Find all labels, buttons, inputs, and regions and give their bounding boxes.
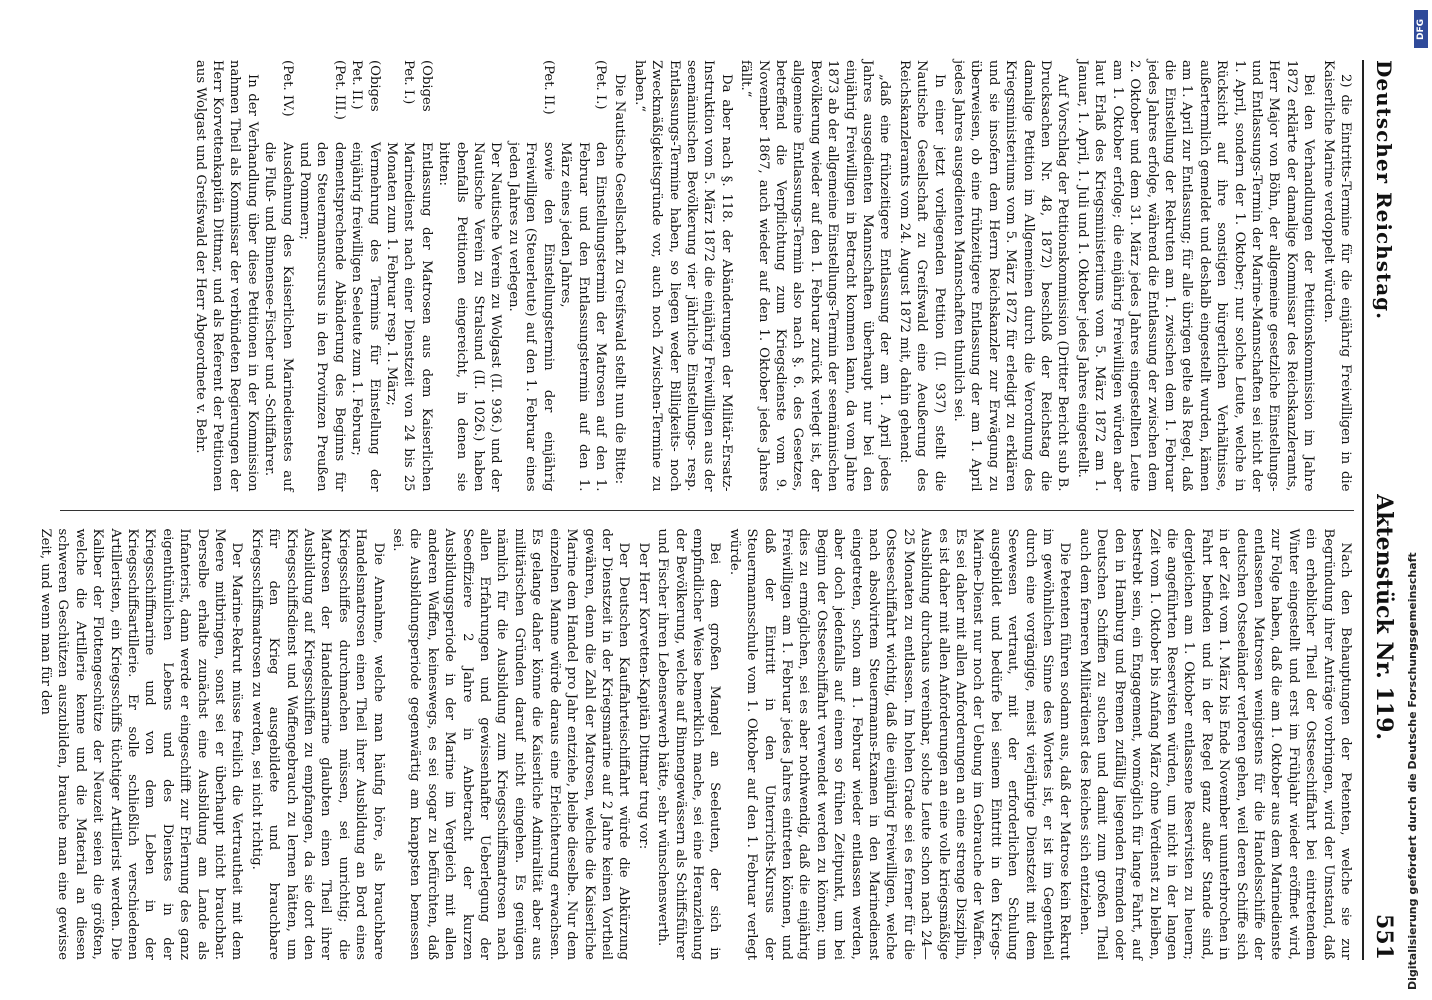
paragraph: Die Nautische Gesellschaft zu Greifswald stellt nun die Bitte:	[612, 74, 628, 485]
petition-text: den Einstellungstermin der Matrosen auf den 1. Februar und den Entlassungstermin auf den 1. März eines jeden Jahres,	[558, 142, 608, 492]
paragraph: Nach den Behauptungen der Petenten, welche sie zur Begründung ihrer Anträge vorbringen, wird der Umstand, daß ein erheblicher Theil der Ostseeschiffahrt bei eintretendem Winter eingestellt und erst im Frühjahr wieder eröffnet wird, zur Folge haben, daß die am 1. Oktober aus dem Marinedienste entlassenen Matrosen wenigstens für die Handelsschiffe der deutschen Ostseeländer verloren gehen, weil deren Schiffe sich in der Zeit vom 1. März bis Ende November ununterbrochen in Fahrt befinden und in der Regel ganz außer Stande sind, dergleichen am 1. Oktober entlassene Reservisten zu heuern; die angeführten Reservisten würden, um nicht in der langen Zeit vom 1. Oktober bis Anfang März ohne Verdienst zu bleiben, bestrebt sein, ein Engagement, womöglich für lange Fahrt, auf den in Hamburg und Bremen zufällig liegenden fremden oder Deutschen Schiffen zu suchen und damit zum großen Theil auch dem ferneren Militärdienst des Reiches sich entziehen.	[1076, 528, 1353, 960]
paragraph: In der Verhandlung über diese Petitionen in der Kommission nahmen Theil als Kommissar der verbündeten Regierungen der Herr Korvettenkapitän Dittmar, und als Referent der Petitionen aus Wolgast und Greifswald der Herr Abgeordnete v. Behr.	[192, 60, 260, 492]
petition-tag	[435, 60, 505, 134]
petition-text: Der Nautische Verein zu Wolgast (II. 936.) und der Nautische Verein zu Stralsund (II. 1026.) haben ebenfalls Petitionen eingereicht, in denen sie bitten:	[436, 142, 504, 492]
petition-item	[261, 60, 296, 492]
paragraph: Da aber nach §. 118. der Abänderungen der Militär-Ersatz-Instruktion vom 5. März 1872 die einjährig Freiwilligen aus der seemännischen Bevölkerung vier jährliche Einstellungs- resp. Entlassungs-Termine haben, so liegen weder Billigkeits- noch Zweckmäßigkeitsgründe vor, auch noch Zwischen-Termine zu haben.“	[631, 60, 734, 492]
paragraph: Auf Vorschlag der Petitionskommission (Dritter Bericht sub B. Drucksachen Nr. 48, 1872) beschloß der Reichstag die damalige Petition im Allgemeinen durch die Verordnung des Kriegsministeriums vom 5. März 1872 für erledigt zu erklären und sie insofern dem Herrn Reichskanzler zur Erwägung zu überweisen, ob eine frühzeitigere Entlassung der am 1. April jedes Jahres ausgedienten Mannschaften thunlich sei.	[951, 60, 1071, 492]
column-divider	[60, 510, 1354, 511]
petition-text: Entlassung der Matrosen aus dem Kaiserlichen Marinedienst nach einer Dienstzeit von 24 bis 25 Monaten zum 1. Februar resp. 1. März;	[384, 142, 434, 492]
petition-tag: (Obiges Pet. I.)	[401, 60, 434, 112]
petition-tag: (Pet. I.)	[592, 60, 608, 110]
petition-text: dementsprechende Abänderung des Beginns für den Steuermannscursus in den Provinzen Preußen und Pommern;	[297, 142, 347, 492]
document-number: Aktenstück Nr. 119.	[1371, 494, 1397, 741]
text-columns	[37, 60, 1354, 960]
paragraph: In einer jetzt vorliegenden Petition (II. 937) stellt die Nautische Gesellschaft zu Greifswald eine Aeußerung des Reichskanzleramts vom 24. August 1872 mit, dahin gehend:	[896, 60, 947, 492]
paragraph: Die Petenten führen sodann aus, daß der Matrose kein Rekrut im gewöhnlichen Sinne des Wortes ist, er ist im Gegentheil durch eine vorgängige, meist vierjährige Dienstzeit mit dem Seewesen vertraut, mit der erforderlichen Schulung ausgebildet und bedürfe bei seinem Eintritt in den Kriegs-Marine-Dienst nur noch der Uebung im Gebrauche der Waffen. Es sei daher mit allen Anforderungen an eine strenge Disziplin, es ist daher mit allen Anforderungen an eine volle kriegsmäßige Ausbildung durchaus vereinbar, solche Leute schon nach 24—25 Monaten zu entlassen. Im hohen Grade sei es ferner für die Ostseeschiffahrt wichtig, daß die einjährig Freiwilligen, welche nach absolvirtem Steuermanns-Examen in den Marinedienst eingetreten, schon am 1. Februar wieder entlassen werden, aber doch jedenfalls auf einem so frühen Zeitpunkt, um bei Beginn der Ostseeschiffahrt verwendet werden zu können; um dies zu ermöglichen, sei es aber nothwendig, daß die einjährig Freiwilligen am 1. Februar jedes Jahres eintreten können, und daß der Eintritt in den Unterrichts-Kursus der Steuermannsschule vom 1. Oktober auf den 1. Februar verlegt würde.	[726, 528, 1073, 960]
right-column	[37, 528, 1354, 961]
paragraph: „daß eine frühzeitigere Entlassung der am 1. April jedes Jahres ausgedienten Mannschaften überhaupt nur bei den einjährig Freiwilligen in Betracht kommen kann, da vom Jahre 1873 ab der allgemeine Einstellungs-Termin der seemännischen Bevölkerung wieder auf den 1. Februar zurück verlegt ist, der allgemeine Entlassungs-Termin also nach §. 6. des Gesetzes, betreffend die Verpflichtung zum Kriegsdienste vom 9. November 1867, auch wieder auf den 1. Oktober jedes Jahres fällt.“	[738, 60, 893, 492]
paragraph: 2) die Eintritts-Termine für die einjährig Freiwilligen in die Kaiserliche Marine verdoppelt würden.	[1320, 60, 1353, 492]
paragraph: Der Marine-Rekrut müsse freilich die Vertrautheit mit dem Meere mitbringen, sonst sei er überhaupt nicht brauchbar. Derselbe erhalte zunächst eine Ausbildung am Lande als Infanterist, dann werde er eingeschifft zur Erlernung des ganz eigenthümlichen Lebens und des Dienstes in der Kriegsschiffmarine und von dem Leben in der Kriegsschiffsartillerie. Er solle schließlich verschiedenen Artilleristen, ein Kriegsschiffs tüchtiger Artillerist werden. Die Kaliber der Flottengeschütze der Neuzeit seien die größten, welche die Artillerie kenne und die Material an diesen schweren Geschützen auszubilden, brauche man eine gewisse Zeit, und wenn man für den	[37, 528, 245, 960]
petition-item	[557, 60, 609, 492]
petition-text: sowie den Einstellungstermin der einjährig Freiwilligen (Steuerleute) auf den 1. Februar eines jeden Jahres zu verlegen.	[505, 142, 556, 492]
paragraph: Der Deutschen Kauffahrteischiffahrt würde die Abkürzung der Dienstzeit in der Kriegsmarine auf 2 Jahre keinen Vortheil gewähren, denn die Zahl der Matrosen, welche die Kaiserliche Marine dem Handel pro Jahr entziehe, bleibe dieselbe. Nur dem einzelnen Manne würde daraus eine Erleichterung erwachsen. Es gelange daher könne die Kaiserliche Admiralität aber aus militärischen Gründen darauf nicht eingehen. Es genügen nämlich für die Ausbildung zum Kriegsschiffsmatrosen nach allen Erfahrungen und gewissenhafter Ueberlegung der Seeoffiziere 2 Jahre in Anbetracht der kurzen Ausbildungsperiode in der Marine im Vergleich mit allen anderen Waffen, keineswegs, es sei sogar zu befürchten, daß die Ausbildungsperiode gegenwärtig am knappsten bemessen sei.	[390, 528, 632, 960]
petition-item	[348, 60, 383, 492]
petition-text: Vermehrung des Termins für Einstellung der einjährig freiwilligen Seeleute zum 1. Februar;	[349, 142, 382, 492]
petition-item	[505, 60, 557, 492]
petition-item	[296, 60, 348, 492]
petition-text: Ausdehnung des Kaiserlichen Marinedienstes auf die Fluß- und Binnensee-Fischer und -Schiffahrer.	[262, 142, 295, 492]
petition-tag: (Pet. II.)	[540, 60, 556, 115]
petition-item	[383, 60, 435, 492]
left-column	[60, 60, 1354, 492]
dfg-funding-note	[1398, 0, 1432, 1000]
paragraph: Die Annahme, welche man häufig höre, als brauchbare Handelsmatrosen einen Theil ihrer Ausbildung an Bord eines Kriegsschiffes durchmachen müssen, sei unrichtig; die Matrosen der Handelsmarine glaubten einen Theil ihrer Ausbildung auf Kriegsschiffen zu empfangen, da sie dort den Kriegsschiffsdienst und Waffengebrauch zu lernen hätten, um für den Krieg ausgebildete und brauchbare Kriegsschiffsmatrosen zu werden, sei nicht richtig.	[248, 528, 386, 960]
petition-item	[435, 60, 505, 492]
petition-tag: (Pet. IV.)	[279, 60, 295, 117]
petition-tag: (Pet. III.)	[331, 60, 347, 120]
paragraph: Der Herr Korvetten-Kapitän Dittmar trug vor:	[635, 542, 651, 850]
paragraph: Bei dem großen Mangel an Seeleuten, der sich in empfindlicher Weise bemerklich mache, sei eine Heranziehung der Bevölkerung, welche auf Binnengewässern als Schiffsführer und Fischer ihren Lebenserwerb hätte, sehr wünschenswerth.	[655, 528, 723, 960]
page-number: 551	[1371, 914, 1397, 960]
paragraph: Bei den Verhandlungen der Petitionskommission im Jahre 1872 erklärte der damalige Kommissar des Reichskanzleramts, Herr Major von Böhn, der allgemeine gesetzliche Einstellungs- und Entlassungs-Termin der Marine-Mannschaften sei nicht der 1. April, sondern der 1. Oktober; nur solche Leute, welche in Rücksicht auf ihre sonstigen bürgerlichen Verhältnisse, außertermlich gemeldet und deshalb eingestellt wurden, kämen am 1. April zur Entlassung; für alle übrigen gelte als Regel, daß die Einstellung der Rekruten am 1. zwischen dem 1. Februar jedes Jahres erfolge, während die Entlassung der zwischen dem 2. Oktober und dem 31. März jedes Jahres eingestellten Leute am 1. Oktober erfolge; die einjährig Freiwilligen würden aber laut Erlaß des Kriegsministeriums vom 5. März 1872 am 1. Januar, 1. April, 1. Juli und 1. Oktober jedes Jahres eingestellt.	[1074, 60, 1317, 492]
dfg-logo: DFG	[1414, 10, 1428, 48]
petition-tag: (Obiges Pet. II.)	[349, 60, 382, 112]
journal-title: Deutscher Reichstag.	[1372, 60, 1396, 321]
dfg-note-text: Digitalisierung gefördert durch die Deutsche Forschungsgemeinschaft	[1406, 552, 1419, 990]
